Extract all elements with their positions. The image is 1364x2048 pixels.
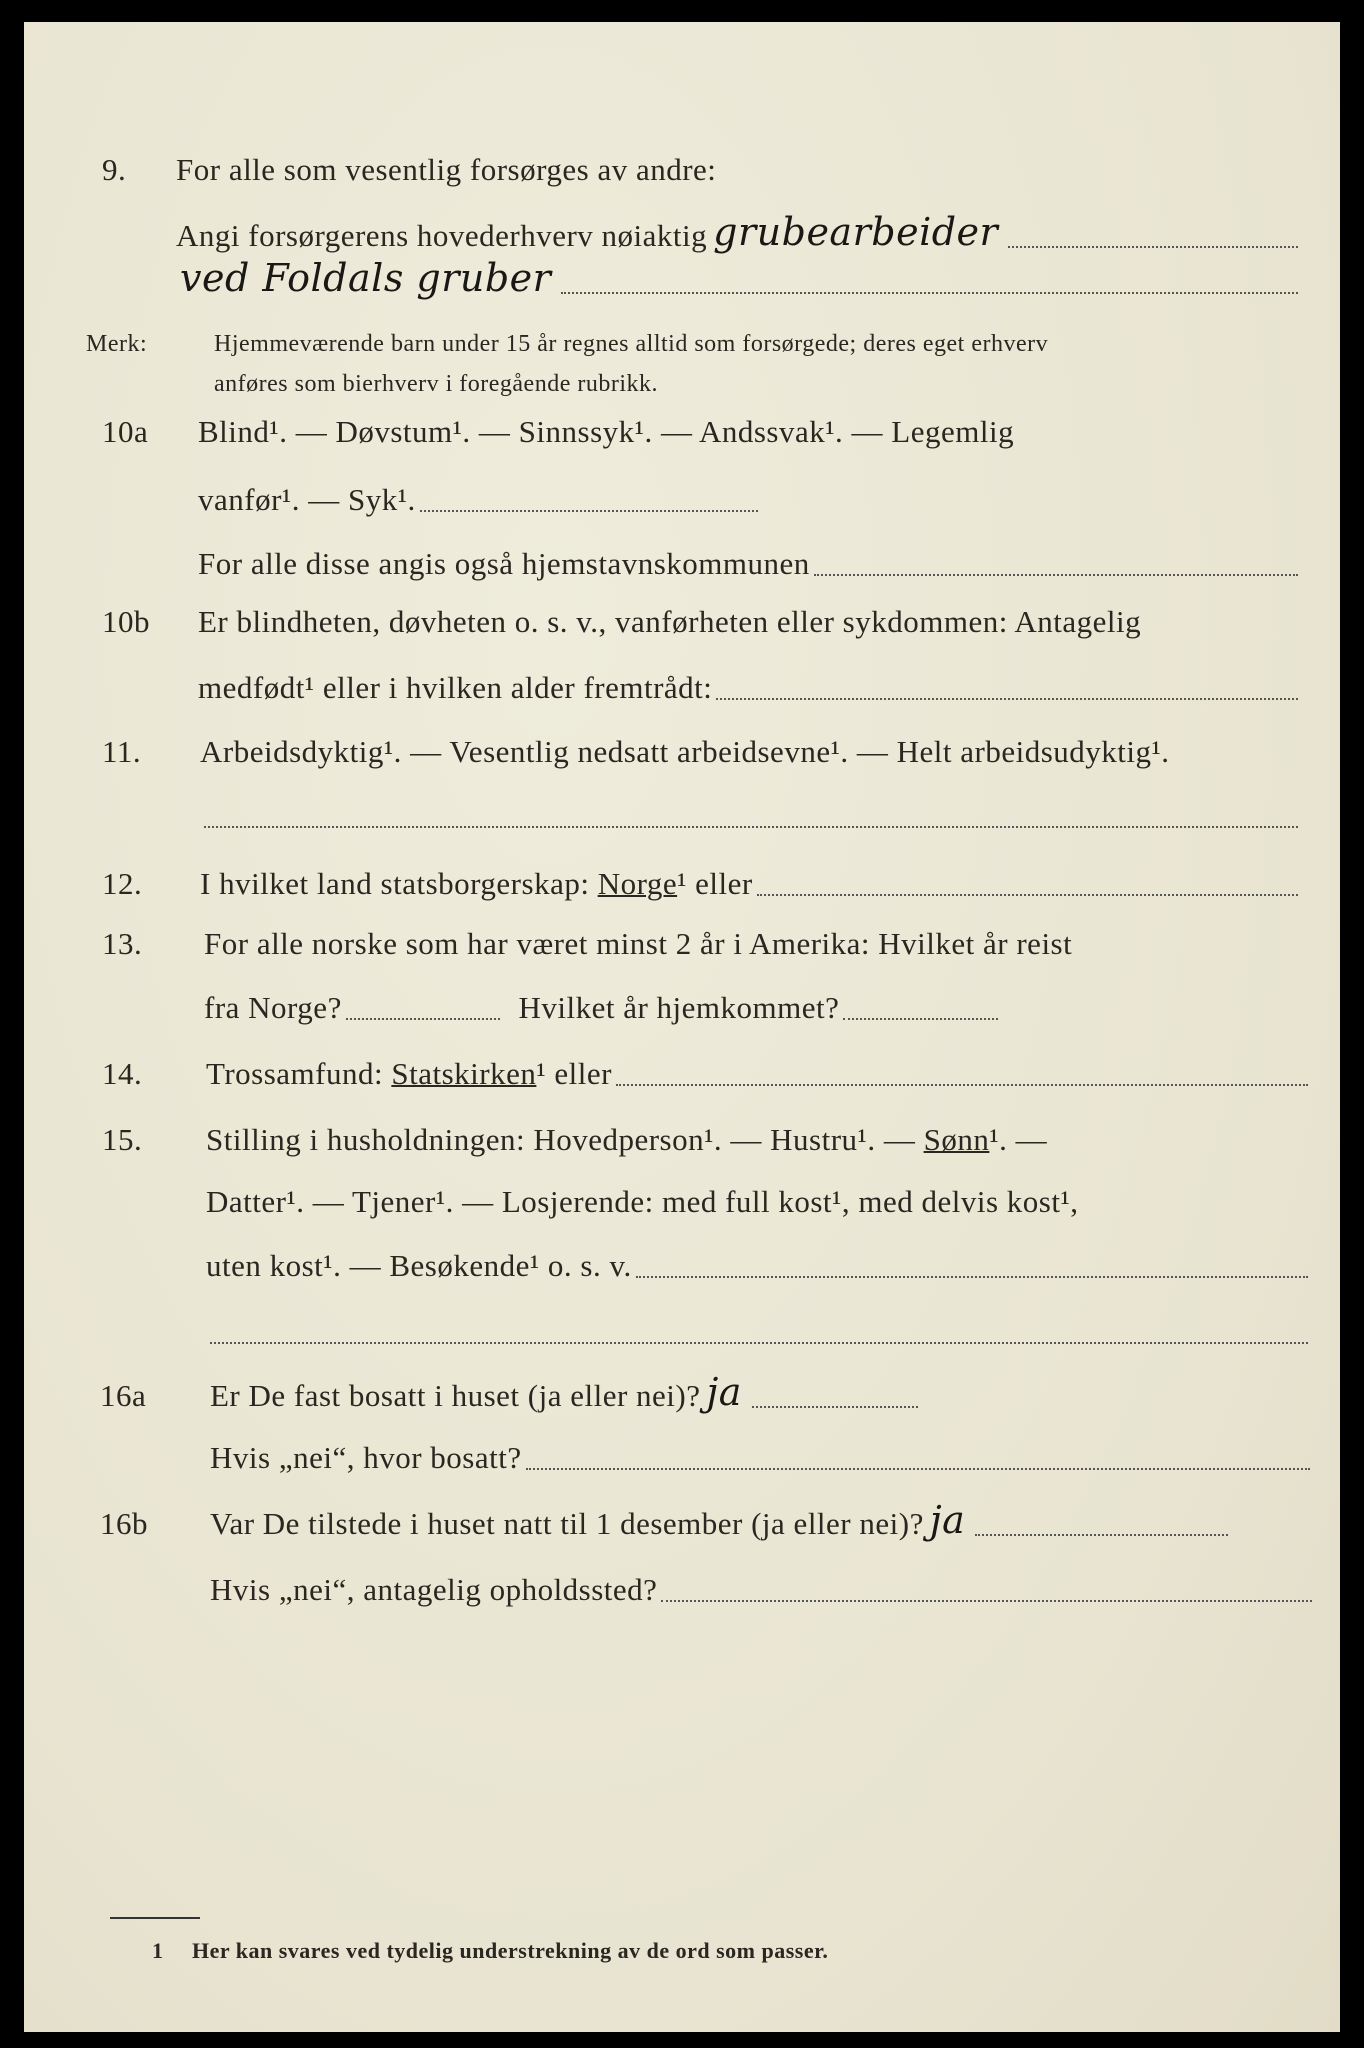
q9-continuation-line — [174, 256, 1300, 300]
q11-line-2 — [200, 826, 1300, 834]
q10a-number: 10a — [102, 414, 149, 449]
q16a-where-field[interactable] — [526, 1468, 1310, 1470]
q16a-line — [210, 1370, 920, 1414]
q14-row — [24, 1050, 1340, 1094]
q13-left-label: fra Norge? — [204, 990, 342, 1025]
merk-row-2 — [24, 356, 1340, 400]
q15-text-3: uten kost¹. — Besøkende¹ o. s. v. — [206, 1248, 632, 1283]
q16a-line-2 — [210, 1440, 1312, 1476]
q16b-number: 16b — [100, 1506, 148, 1541]
q15-row — [24, 1116, 1340, 1160]
q9-answer-continuation[interactable]: ved Foldals gruber — [180, 256, 552, 300]
dotted-line — [975, 1534, 1228, 1536]
q15-text-2: Datter¹. — Tjener¹. — Losjerende: med full kost¹, med delvis kost¹, — [206, 1184, 1079, 1219]
q13-return-field[interactable] — [843, 1018, 998, 1020]
dotted-line — [1008, 246, 1298, 248]
footnote-rule — [110, 1917, 200, 1919]
q12-underlined-answer[interactable]: Norge — [597, 866, 678, 901]
q13-line-2 — [204, 990, 1000, 1026]
q9-row — [24, 146, 1340, 190]
q10a-text-3: For alle disse angis også hjemstavnskommunen — [198, 546, 810, 581]
q10b-text-2: medfødt¹ eller i hvilken alder fremtrådt: — [198, 670, 713, 705]
q10a-line-3 — [198, 546, 1300, 582]
q9-question — [176, 152, 1300, 188]
q10a-line-2 — [198, 482, 760, 518]
q10b-answer-field[interactable] — [716, 698, 1298, 700]
q10a-text: Blind¹. — Døvstum¹. — Sinnssyk¹. — Andssvak¹. — Legemlig — [198, 414, 1015, 449]
q16b-line-2 — [210, 1572, 1314, 1608]
q9-continuation-row — [24, 258, 1340, 302]
q15-text-post: ¹. — — [989, 1122, 1048, 1157]
q11-number: 11. — [102, 734, 142, 769]
q16a-text: Er De fast bosatt i huset (ja eller nei)? — [210, 1378, 701, 1413]
q11-answer-row — [24, 792, 1340, 836]
q16a-row-2 — [24, 1434, 1340, 1478]
merk-text-2: anføres som bierhverv i foregående rubrikk. — [214, 371, 659, 397]
footnote — [24, 1922, 1340, 1966]
footnote-mark: 1 — [152, 1938, 164, 1963]
q12-text-post: ¹ eller — [677, 866, 753, 901]
q15-line-4 — [206, 1342, 1310, 1350]
q14-answer-field[interactable] — [616, 1084, 1308, 1086]
q10a-answer-field[interactable] — [420, 510, 758, 512]
q13-text: For alle norske som har været minst 2 år i Amerika: Hvilket år reist — [204, 926, 1073, 961]
q9-text: For alle som vesentlig forsørges av andre: — [176, 152, 717, 187]
q15-number: 15. — [102, 1122, 143, 1157]
q16a-number: 16a — [100, 1378, 147, 1413]
q14-underlined-answer[interactable]: Statskirken — [391, 1056, 537, 1091]
q15-line-3 — [206, 1248, 1310, 1284]
q14-text-post: ¹ eller — [536, 1056, 612, 1091]
merk-text-1: Hjemmeværende barn under 15 år regnes alltid som forsørgede; deres eget erhverv — [214, 331, 1049, 357]
q15-text: Stilling i husholdningen: Hovedperson¹. — Hustru¹. — — [206, 1122, 916, 1157]
q16b-row — [24, 1500, 1340, 1544]
q16b-whereabouts-field[interactable] — [661, 1600, 1312, 1602]
q15-answer-field[interactable] — [636, 1276, 1308, 1278]
q13-row — [24, 920, 1340, 964]
dotted-line — [561, 292, 1298, 294]
q16b-text-2: Hvis „nei“, antagelig opholdssted? — [210, 1572, 658, 1607]
dotted-line — [752, 1406, 918, 1408]
q9-occupation-row — [24, 212, 1340, 256]
q16b-answer-field[interactable]: ja — [929, 1498, 966, 1542]
q16b-line — [210, 1498, 1230, 1542]
q9-answer-field[interactable]: grubearbeider — [713, 210, 999, 254]
q12-row — [24, 860, 1340, 904]
q13-number: 13. — [102, 926, 143, 961]
q10b-row — [24, 598, 1340, 642]
q12-answer-field[interactable] — [757, 894, 1298, 896]
q16b-row-2 — [24, 1566, 1340, 1610]
q9-occupation-label: Angi forsørgerens hovederhverv nøiaktig — [176, 218, 708, 253]
q15-underlined-answer[interactable]: Sønn — [923, 1122, 990, 1157]
q15-line — [206, 1122, 1310, 1158]
q10b-number: 10b — [102, 604, 150, 639]
q15-row-2 — [24, 1178, 1340, 1222]
q15-extra-field[interactable] — [210, 1342, 1308, 1344]
census-form-page — [24, 22, 1340, 2032]
merk-label: Merk: — [86, 331, 148, 357]
q11-answer-field[interactable] — [204, 826, 1298, 828]
q10a-row — [24, 408, 1340, 452]
q15-blank-row — [24, 1308, 1340, 1352]
hjemstavn-field[interactable] — [814, 574, 1298, 576]
q16b-text: Var De tilstede i huset natt til 1 desember (ja eller nei)? — [210, 1506, 924, 1541]
q10b-text: Er blindheten, døvheten o. s. v., vanførheten eller sykdommen: Antagelig — [198, 604, 1142, 639]
q14-text: Trossamfund: — [206, 1056, 384, 1091]
q13-return-label: Hvilket år hjemkommet? — [518, 990, 840, 1025]
q16a-answer-field[interactable]: ja — [706, 1370, 742, 1414]
q14-line — [206, 1056, 1310, 1092]
q14-number: 14. — [102, 1056, 143, 1091]
q16a-text-2: Hvis „nei“, hvor bosatt? — [210, 1440, 522, 1475]
footnote-text: Her kan svares ved tydelig understrekning av de ord som passer. — [192, 1938, 829, 1963]
q11-row — [24, 728, 1340, 772]
q10a-row-3 — [24, 540, 1340, 584]
q10a-text-2: vanfør¹. — Syk¹. — [198, 482, 416, 517]
q12-number: 12. — [102, 866, 143, 901]
q16a-row — [24, 1372, 1340, 1416]
q12-text: I hvilket land statsborgerskap: — [200, 866, 590, 901]
q12-line — [200, 866, 1300, 902]
q10b-line-2 — [198, 670, 1300, 706]
q9-occupation-line — [176, 210, 1300, 254]
q9-number: 9. — [102, 152, 127, 187]
q11-text: Arbeidsdyktig¹. — Vesentlig nedsatt arbeidsevne¹. — Helt arbeidsudyktig¹. — [200, 734, 1170, 769]
q10a-row-2 — [24, 476, 1340, 520]
merk-row — [24, 316, 1340, 360]
q15-row-3 — [24, 1242, 1340, 1286]
q10b-row-2 — [24, 664, 1340, 708]
q13-row-2 — [24, 984, 1340, 1028]
q13-left-field[interactable] — [346, 1018, 501, 1020]
